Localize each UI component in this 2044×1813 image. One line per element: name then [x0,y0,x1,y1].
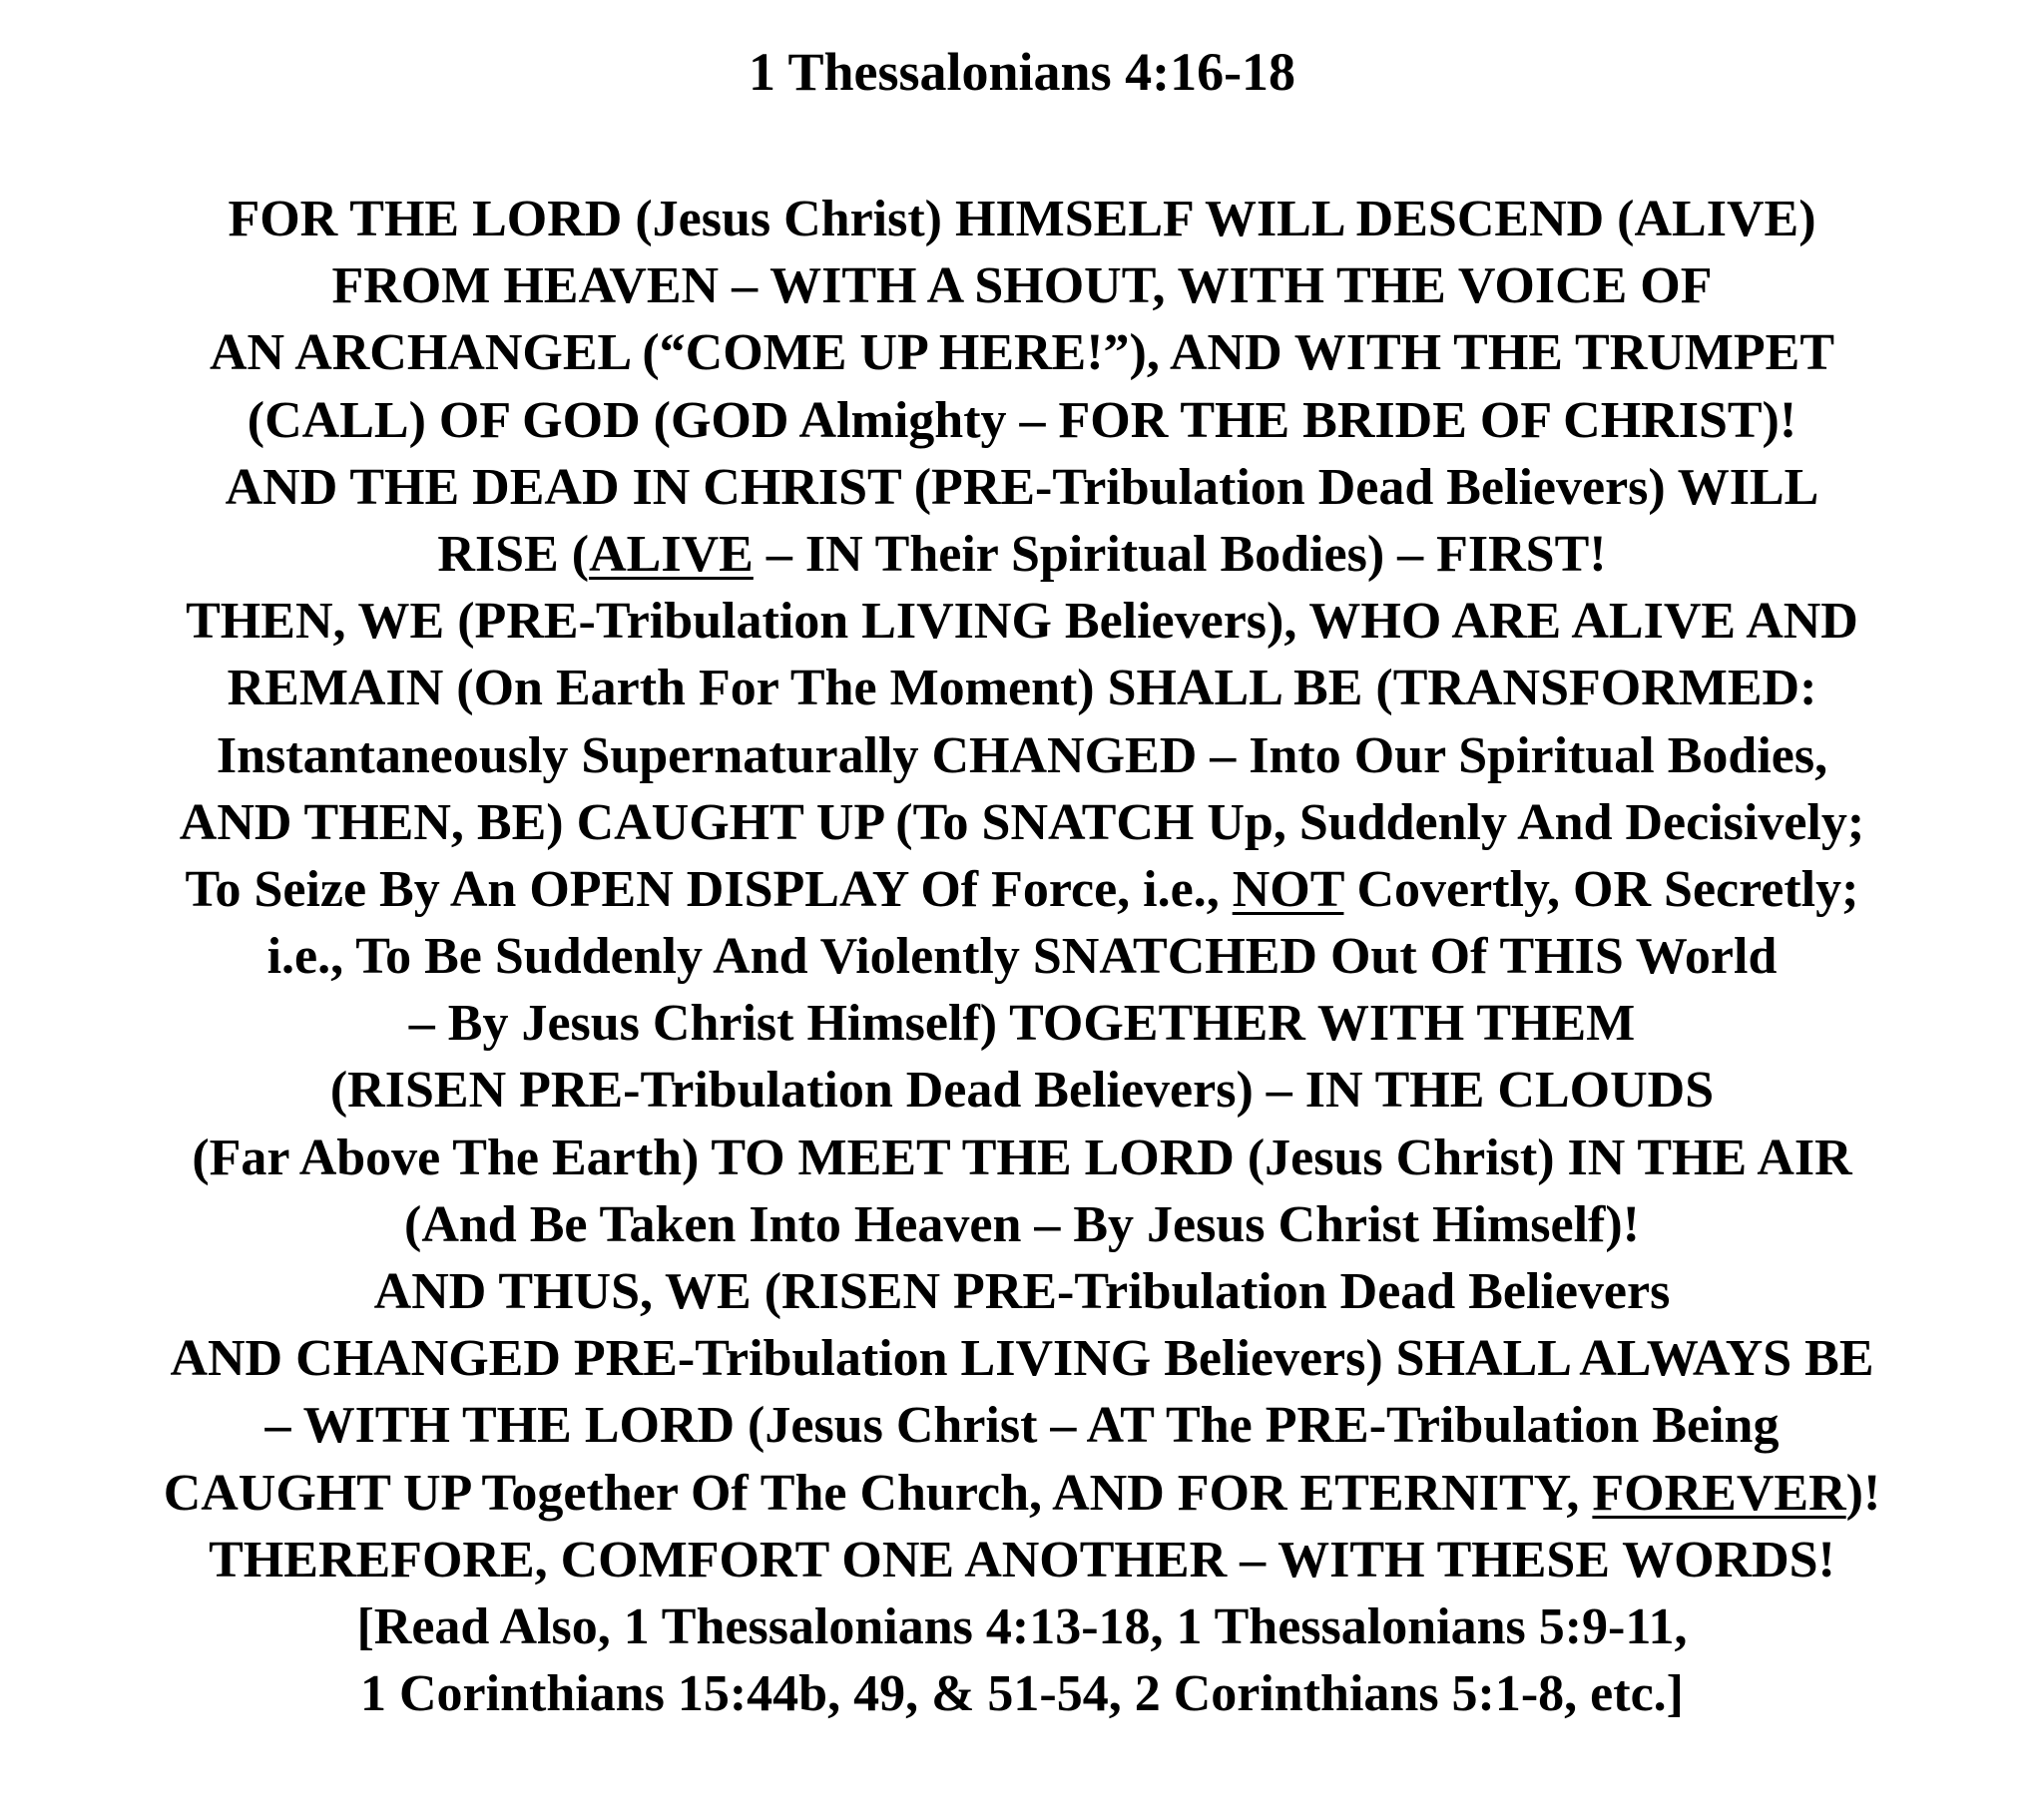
verse-line [0,1191,2044,1258]
verse-text: )! [1845,1464,1881,1522]
verse-line [0,1460,2044,1527]
verse-line [0,1125,2044,1191]
verse-line [0,319,2044,386]
verse-line [0,1057,2044,1124]
verse-text: AND THUS, WE (RISEN PRE-Tribulation Dead Believers [373,1263,1671,1320]
verse-text: (And Be Taken Into Heaven – By Jesus Christ Himself)! [404,1195,1640,1253]
verse-line [0,990,2044,1057]
verse-text: AND CHANGED PRE-Tribulation LIVING Believers) SHALL ALWAYS BE [170,1330,1874,1388]
verse-line [0,1660,2044,1727]
verse-text: – By Jesus Christ Himself) TOGETHER WITH THEM [408,995,1636,1053]
verse-line [0,923,2044,990]
underlined-word: FOREVER [1592,1464,1846,1522]
verse-text: AND THE DEAD IN CHRIST (PRE-Tribulation Dead Believers) WILL [225,458,1819,516]
underlined-word: ALIVE [589,525,754,583]
verse-text: (CALL) OF GOD (GOD Almighty – FOR THE BRIDE OF CHRIST)! [247,391,1797,449]
verse-line [0,1593,2044,1660]
verse-line [0,789,2044,856]
verse-line [0,252,2044,319]
verse-line [0,856,2044,923]
verse-text: (RISEN PRE-Tribulation Dead Believers) – IN THE CLOUDS [329,1062,1715,1120]
verse-text: THEN, WE (PRE-Tribulation LIVING Believers), WHO ARE ALIVE AND [186,593,1858,651]
verse-line [0,1392,2044,1459]
verse-text: REMAIN (On Earth For The Moment) SHALL BE (TRANSFORMED: [227,660,1817,717]
verse-line [0,521,2044,588]
verse-text: (Far Above The Earth) TO MEET THE LORD (Jesus Christ) IN THE AIR [192,1129,1852,1186]
verse-text: AN ARCHANGEL (“COME UP HERE!”), AND WITH THE TRUMPET [209,324,1835,382]
verse-text: Instantaneously Supernaturally CHANGED – Into Our Spiritual Bodies, [216,726,1828,784]
verse-text: – IN Their Spiritual Bodies) – FIRST! [753,525,1607,583]
underlined-word: NOT [1232,860,1344,918]
verse-text: THEREFORE, COMFORT ONE ANOTHER – WITH THESE WORDS! [209,1531,1835,1588]
verse-line [0,186,2044,252]
verse-line [0,1325,2044,1392]
verse-line [0,1527,2044,1593]
verse-text: [Read Also, 1 Thessalonians 4:13-18, 1 Thessalonians 5:9-11, [356,1597,1688,1655]
verse-line [0,588,2044,655]
verse-line [0,655,2044,721]
verse-text: 1 Corinthians 15:44b, 49, & 51-54, 2 Corinthians 5:1-8, etc.] [360,1665,1684,1723]
page-title: 1 Thessalonians 4:16-18 [748,42,1296,102]
verse-text: To Seize By An OPEN DISPLAY Of Force, i.e., [185,860,1233,918]
verse-text: AND THEN, BE) CAUGHT UP (To SNATCH Up, Suddenly And Decisively; [179,793,1865,851]
verse-text: FOR THE LORD (Jesus Christ) HIMSELF WILL DESCEND (ALIVE) [228,191,1816,247]
verse-text: FROM HEAVEN – WITH A SHOUT, WITH THE VOICE OF [331,257,1713,315]
verse-text: RISE ( [437,525,590,583]
verse-text: Covertly, OR Secretly; [1343,860,1859,918]
verse-body [0,186,2044,1727]
verse-line [0,454,2044,521]
verse-line [0,387,2044,454]
verse-text: i.e., To Be Suddenly And Violently SNATCHED Out Of THIS World [266,928,1778,986]
verse-text: – WITH THE LORD (Jesus Christ – AT The PRE-Tribulation Being [264,1397,1780,1455]
verse-line [0,722,2044,789]
verse-line [0,1258,2044,1325]
verse-text: CAUGHT UP Together Of The Church, AND FOR ETERNITY, [163,1464,1593,1522]
